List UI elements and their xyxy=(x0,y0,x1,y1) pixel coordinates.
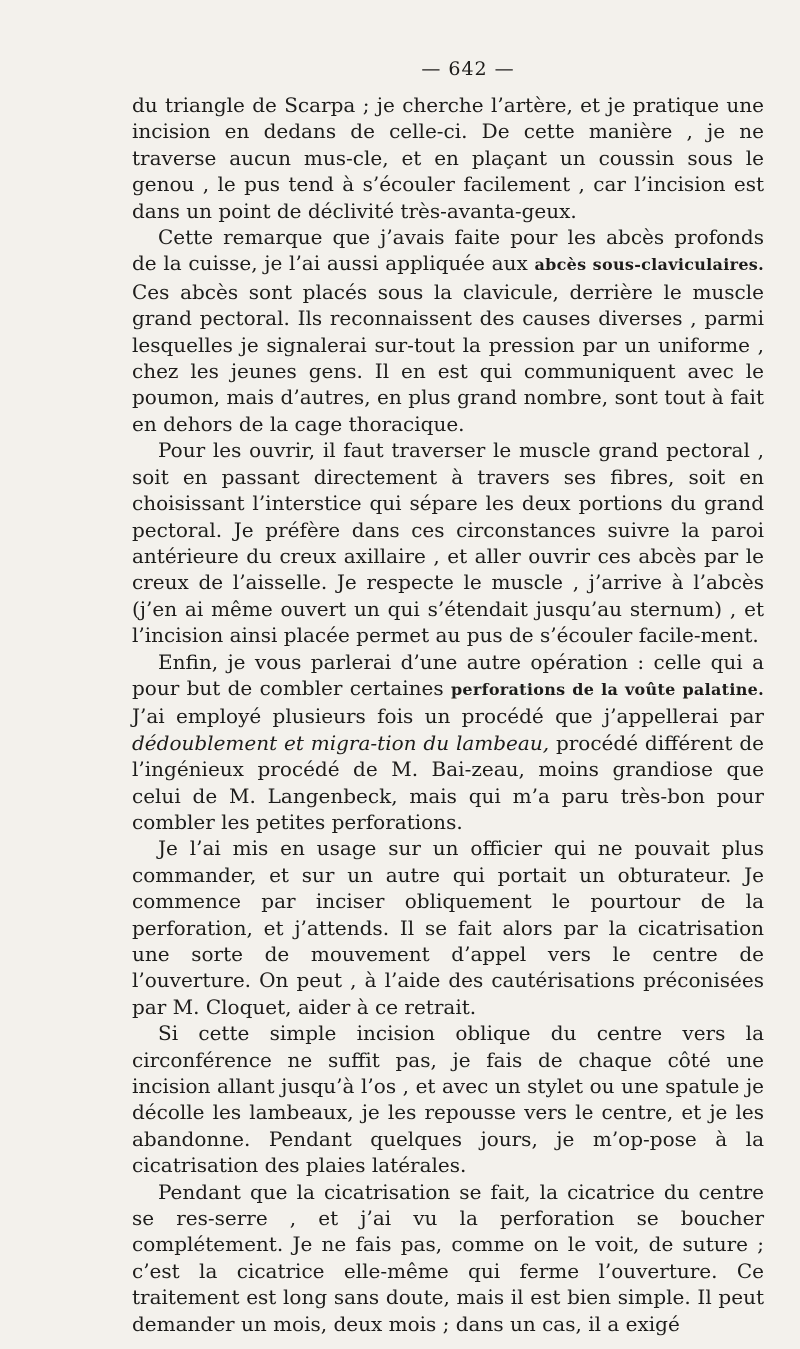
paragraph-text: Enfin, je vous parlerai d’une autre opération : celle qui a pour but de combler certaines xyxy=(132,649,764,700)
paragraph-text: procédé différent de l’ingénieux procédé de M. Bai-zeau, moins grandiose que celui de M. Langenbeck, mais qui m’a paru très-bon pour combler les petites perforations. xyxy=(132,730,764,834)
paragraph-text: Ces abcès sont placés sous la clavicule, derrière le muscle grand pectoral. Ils reconnaissent des causes diverses , parmi lesquelles je signalerai sur-tout la pression par un uniforme , chez les jeunes gens. Il en est qui communiquent avec le poumon, mais d’autres, en plus grand nombre, sont tout à fait en dehors de la cage thoracique. xyxy=(132,279,764,436)
italic-procedure-name: dédoublement et migra-tion du lambeau, xyxy=(132,730,550,755)
emphasis-perforations-palatine: perforations de la voûte palatine. xyxy=(450,679,764,699)
paragraph-subclavian-abscess xyxy=(132,224,764,437)
page-number: — 642 — xyxy=(421,58,515,80)
paragraph-scarpa: du triangle de Scarpa ; je cherche l’artère, et je pratique une incision en dedans de celle-ci. De cette manière , je ne traverse aucun mus-cle, et en plaçant un coussin sous le genou , le pus tend à s’écouler facilement , car l’incision est dans un point de déclivité très-avanta-geux. xyxy=(132,93,764,223)
paragraph-palate-operation xyxy=(132,649,764,836)
paragraph-officer-case: Je l’ai mis en usage sur un officier qui ne pouvait plus commander, et sur un autre qui portait un obturateur. Je commence par inciser obliquement le pourtour de la perforation, et j’attends. Il se fait alors par la cicatrisation une sorte de mouvement d’appel vers le centre de l’ouverture. On peut , à l’aide des cautérisations préconisées par M. Cloquet, aider à ce retrait. xyxy=(132,836,764,1019)
paragraph-opening-technique: Pour les ouvrir, il faut traverser le muscle grand pectoral , soit en passant directement à travers ses fibres, soit en choisissant l’interstice qui sépare les deux portions du grand pectoral. Je préfère dans ces circonstances suivre la paroi antérieure du creux axillaire , et aller ouvrir ces abcès par le creux de l’aisselle. Je respecte le muscle , j’arrive à l’abcès (j’en ai même ouvert un qui s’étendait jusqu’au sternum) , et l’incision ainsi placée permet au pus de s’écouler facile-ment. xyxy=(132,438,764,648)
paragraph-text: Cette remarque que j’avais faite pour les abcès profonds de la cuisse, je l’ai aussi appliquée aux xyxy=(132,225,764,276)
paragraph-cicatrization: Pendant que la cicatrisation se fait, la cicatrice du centre se res-serre , et j’ai vu la perforation se boucher complétement. Je ne fais pas, comme on le voit, de suture ; c’est la cicatrice elle-même qui ferme l’ouverture. Ce traitement est long sans doute, mais il est bien simple. Il peut demander un mois, deux mois ; dans un cas, il a exigé xyxy=(132,1179,764,1336)
emphasis-abces-sous-claviculaires: abcès sous-claviculaires. xyxy=(534,255,764,275)
paragraph-lateral-incision: Si cette simple incision oblique du centre vers la circonférence ne suffit pas, je fais de chaque côté une incision allant jusqu’à l’os , et avec un stylet ou une spatule je décolle les lambeaux, je les repousse vers le centre, et je les abandonne. Pendant quelques jours, je m’op-pose à la cicatrisation des plaies latérales. xyxy=(132,1021,764,1178)
paragraph-text: J’ai employé plusieurs fois un procédé que j’appellerai par xyxy=(132,704,764,729)
